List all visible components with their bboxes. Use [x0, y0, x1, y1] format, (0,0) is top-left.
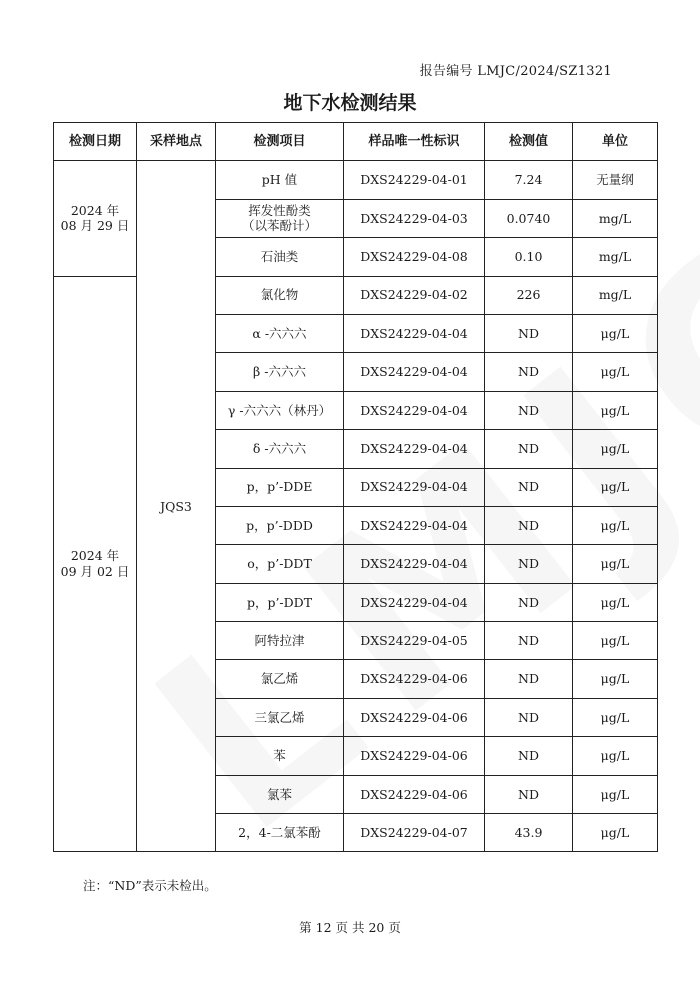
unit-cell: μg/L — [573, 814, 658, 852]
sample-id-cell: DXS24229-04-05 — [344, 622, 485, 660]
item-cell: α -六六六 — [216, 314, 344, 352]
item-cell: 氯苯 — [216, 775, 344, 813]
value-cell: ND — [485, 622, 573, 660]
value-cell: 7.24 — [485, 161, 573, 199]
page-number: 第 12 页 共 20 页 — [299, 920, 401, 935]
value-cell: ND — [485, 353, 573, 391]
unit-cell: μg/L — [573, 314, 658, 352]
unit-cell: μg/L — [573, 698, 658, 736]
item-cell: δ -六六六 — [216, 430, 344, 468]
sample-id-cell: DXS24229-04-06 — [344, 775, 485, 813]
sample-id-cell: DXS24229-04-04 — [344, 506, 485, 544]
sample-id-cell: DXS24229-04-04 — [344, 583, 485, 621]
item-cell: 氯乙烯 — [216, 660, 344, 698]
header-item: 检测项目 — [216, 123, 344, 161]
value-cell: ND — [485, 698, 573, 736]
unit-cell: mg/L — [573, 199, 658, 237]
sample-id-cell: DXS24229-04-02 — [344, 276, 485, 314]
date-cell: 2024 年 08 月 29 日 — [54, 161, 137, 276]
item-cell: β -六六六 — [216, 353, 344, 391]
header-date: 检测日期 — [54, 123, 137, 161]
unit-cell: μg/L — [573, 775, 658, 813]
unit-cell: μg/L — [573, 583, 658, 621]
item-cell: o，p’-DDT — [216, 545, 344, 583]
value-cell: ND — [485, 391, 573, 429]
item-cell: p，p’-DDE — [216, 468, 344, 506]
value-cell: ND — [485, 314, 573, 352]
table-row — [54, 161, 658, 199]
header-value: 检测值 — [485, 123, 573, 161]
value-cell: ND — [485, 468, 573, 506]
footnote: 注：“ND”表示未检出。 — [83, 878, 217, 893]
value-cell: ND — [485, 545, 573, 583]
item-cell: p，p’-DDT — [216, 583, 344, 621]
sample-id-cell: DXS24229-04-06 — [344, 698, 485, 736]
unit-cell: μg/L — [573, 391, 658, 429]
unit-cell: μg/L — [573, 622, 658, 660]
item-cell: pH 值 — [216, 161, 344, 199]
item-cell: 挥发性酚类 （以苯酚计） — [216, 199, 344, 237]
value-cell: 43.9 — [485, 814, 573, 852]
sample-id-cell: DXS24229-04-06 — [344, 660, 485, 698]
sample-id-cell: DXS24229-04-06 — [344, 737, 485, 775]
item-cell: p，p’-DDD — [216, 506, 344, 544]
sample-id-cell: DXS24229-04-04 — [344, 314, 485, 352]
unit-cell: mg/L — [573, 238, 658, 276]
sample-id-cell: DXS24229-04-04 — [344, 391, 485, 429]
table-body — [54, 161, 658, 852]
sample-id-cell: DXS24229-04-04 — [344, 545, 485, 583]
header-location: 采样地点 — [137, 123, 216, 161]
table-header-row — [54, 123, 658, 161]
header-unit: 单位 — [573, 123, 658, 161]
sample-id-cell: DXS24229-04-04 — [344, 353, 485, 391]
report-number: 报告编号 LMJC/2024/SZ1321 — [419, 64, 612, 79]
sample-id-cell: DXS24229-04-04 — [344, 468, 485, 506]
item-cell: 石油类 — [216, 238, 344, 276]
item-cell: 三氯乙烯 — [216, 698, 344, 736]
item-cell: 氯化物 — [216, 276, 344, 314]
unit-cell: μg/L — [573, 660, 658, 698]
value-cell: ND — [485, 583, 573, 621]
value-cell: ND — [485, 660, 573, 698]
unit-cell: μg/L — [573, 468, 658, 506]
unit-cell: μg/L — [573, 545, 658, 583]
unit-cell: mg/L — [573, 276, 658, 314]
value-cell: ND — [485, 737, 573, 775]
results-table — [53, 122, 658, 852]
sample-id-cell: DXS24229-04-03 — [344, 199, 485, 237]
item-cell: 2，4-二氯苯酚 — [216, 814, 344, 852]
item-cell: 苯 — [216, 737, 344, 775]
unit-cell: μg/L — [573, 506, 658, 544]
value-cell: 0.10 — [485, 238, 573, 276]
date-cell: 2024 年 09 月 02 日 — [54, 276, 137, 852]
sample-id-cell: DXS24229-04-01 — [344, 161, 485, 199]
location-cell: JQS3 — [137, 161, 216, 852]
unit-cell: μg/L — [573, 353, 658, 391]
sample-id-cell: DXS24229-04-08 — [344, 238, 485, 276]
sample-id-cell: DXS24229-04-07 — [344, 814, 485, 852]
unit-cell: μg/L — [573, 430, 658, 468]
value-cell: ND — [485, 430, 573, 468]
unit-cell: 无量纲 — [573, 161, 658, 199]
page-title: 地下水检测结果 — [283, 92, 417, 114]
item-cell: γ -六六六（林丹） — [216, 391, 344, 429]
value-cell: ND — [485, 506, 573, 544]
sample-id-cell: DXS24229-04-04 — [344, 430, 485, 468]
header-sample-id: 样品唯一性标识 — [344, 123, 485, 161]
item-cell: 阿特拉津 — [216, 622, 344, 660]
value-cell: 226 — [485, 276, 573, 314]
unit-cell: μg/L — [573, 737, 658, 775]
value-cell: ND — [485, 775, 573, 813]
value-cell: 0.0740 — [485, 199, 573, 237]
